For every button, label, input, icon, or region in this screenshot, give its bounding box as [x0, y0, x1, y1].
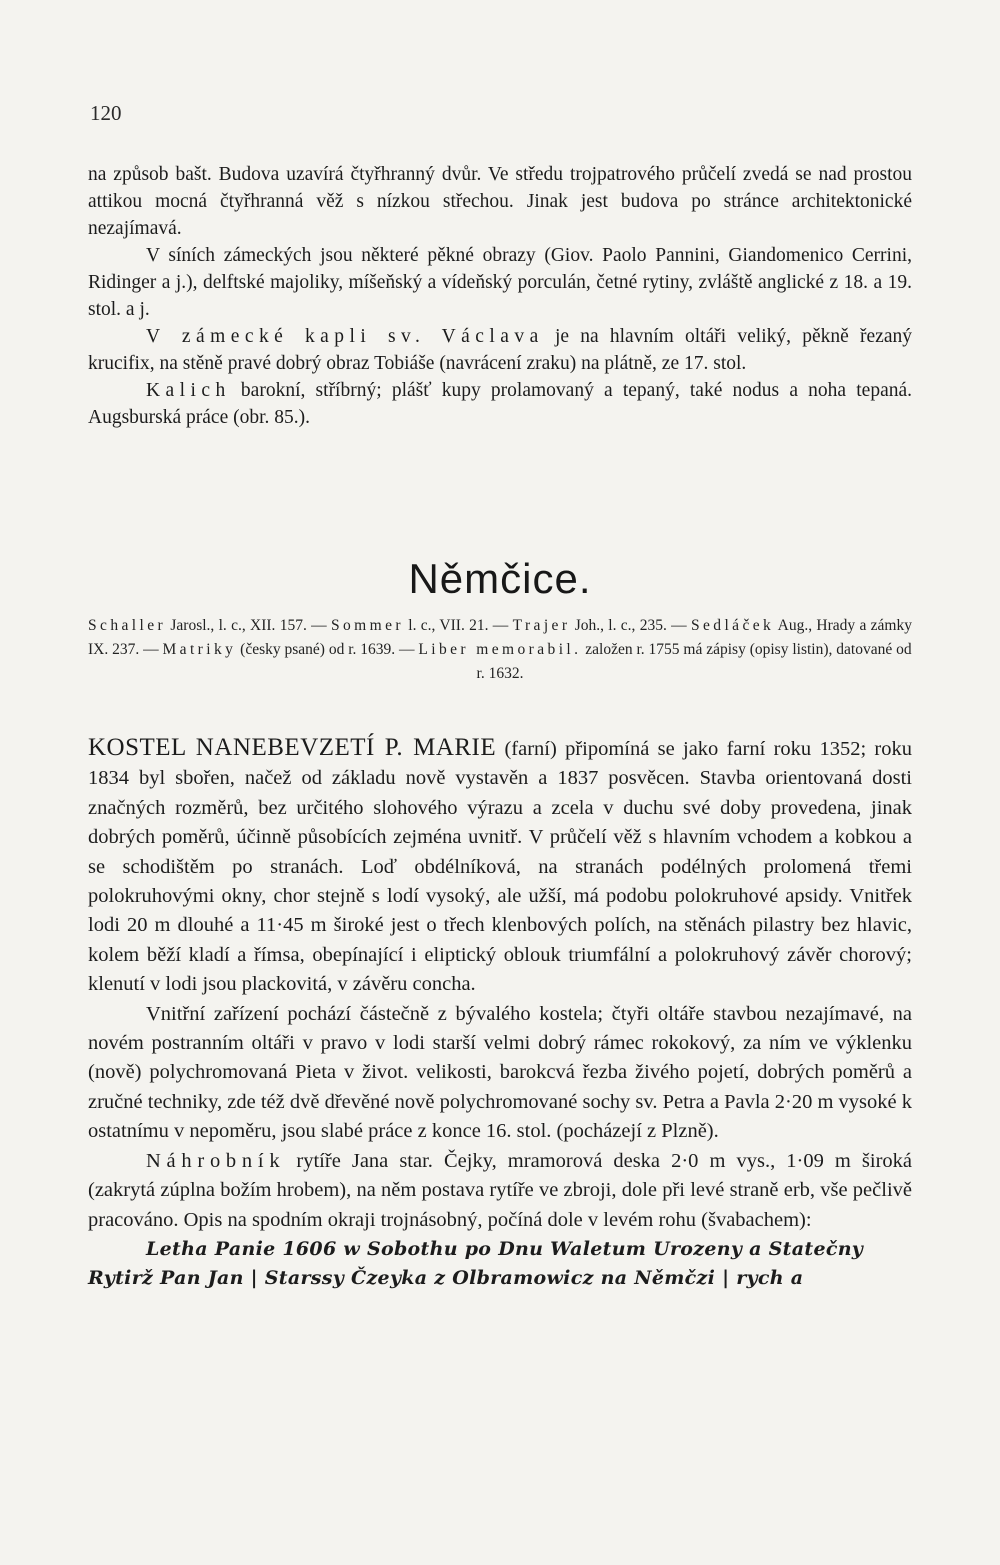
paragraph-text: je na hlavním oltáři veliký, pěkně řezaný krucifix, na stěně pravé dobrý obraz Tobiáše (navrácení zraku) na plátně, ze 17. stol.: [88, 326, 912, 374]
paragraph-text: (farní) připomíná se jako farní roku 1352; roku 1834 byl sbořen, načež od základu nově vystavěn a 1837 posvěcen. Stavba orientovaná dosti značných rozměrů, bez určitého slohového výrazu a zcela v duchu své doby provedena, jinak dobrých poměrů, účinně působících zejména uvnitř. V průčelí věž s hlavním vchodem a kobkou a se schodištěm po stranách. Loď obdélníková, na stranách podélných prolomená třemi polokruhovými okny, chor stejně s lodí vysoký, ale užší, má podobu polokruhové apsidy. Vnitřek lodi 20 m dlouhé a 11·45 m široké jest o třech klenbových polích, na stěnách pilastry bez hlavic, kolem běží kladí a římsa, obepínající i eliptický oblouk triumfální a polokruhový závěr chorový; klenutí v lodi jsou plackovitá, v závěru concha.: [88, 738, 913, 996]
intro-paragraph: na způsob bašt. Budova uzavírá čtyřhranný dvůr. Ve středu trojpatrového průčelí zvedá se nad prostou attikou mocná čtyřhranná věž s nízkou střechou. Jinak jest budova po stránce architektonické nezajímavá.: [88, 164, 912, 239]
intro-paragraph: [88, 377, 912, 431]
church-paragraph: Vnitřní zařízení pochází částečně z bývalého kostela; čtyři oltáře stavbou nezajímavé, na novém postranním oltáři v pravo v lodi starší velmi dobrý rámec rokokový, za ním ve výklenku (nově) polychromovaná Pieta v život. velikosti, barokcvá řezba živého pojetí, dobrých poměrů a zručné techniky, zde též dvě dřevěné nově polychromované sochy sv. Petra a Pavla 2·20 m vysoké k ostatnímu v nepoměru, jsou slabé práce z konce 16. stol. (pocházejí z Plzně).: [88, 1002, 912, 1143]
intro-paragraph: V síních zámeckých jsou některé pěkné obrazy (Giov. Paolo Pannini, Giandomenico Cerrini, Ridinger a j.), delftské majoliky, míšeňský a vídeňský porculán, četné rytiny, zvláště anglické z 18. a 19. stol. a j.: [88, 245, 912, 320]
ref-text: l. c., VII. 21. —: [403, 617, 513, 634]
spaced-term: Náhrobník: [146, 1149, 286, 1172]
ref-text: Aug., Hrady a zámky IX. 237. —: [88, 617, 912, 658]
intro-section: [88, 161, 912, 431]
inscription-line: Letha Panie 1606 w Sobothu po Dnu Waletum Urozeny a Statečny: [146, 1237, 864, 1260]
inscription-line: Rytirž Pan Jan | Starssy Čzeyka z Olbramowicz na Němčzi | rych a: [88, 1267, 804, 1290]
ref-author: Matriky: [162, 641, 237, 658]
section-title: Němčice.: [408, 555, 592, 602]
ref-text: Joh., l. c., 235. —: [570, 617, 691, 634]
church-section: [88, 733, 912, 1294]
ref-author: Liber memorabil.: [418, 641, 582, 658]
church-paragraph: [88, 733, 912, 1000]
page-number: 120: [90, 101, 122, 125]
references: [88, 614, 912, 686]
ref-text: (česky psané) od r. 1639. —: [236, 641, 419, 658]
ref-author: Schaller: [88, 617, 167, 634]
reference-last-line: r. 1632.: [476, 665, 524, 682]
spaced-term: Kalich: [146, 380, 231, 401]
ref-text: založen r. 1755 má zápisy (opisy listin), datované od: [581, 641, 912, 658]
spaced-term: V zámecké kapli sv. Václava: [146, 326, 544, 347]
reference-list: [88, 614, 912, 662]
paragraph-text: barokní, stříbrný; plášť kupy prolamovaný a tepaný, také nodus a noha tepaná. Augsburská práce (obr. 85.).: [88, 380, 912, 428]
ref-author: Sommer: [330, 617, 404, 634]
ref-author: Trajer: [512, 617, 571, 634]
paragraph-text: rytíře Jana star. Čejky, mramorová deska 2·0 m vys., 1·09 m široká (zakrytá zúplna božím hrobem), na něm postava rytíře ve zbroji, dole při levé straně erb, vše pečlivě pracováno. Opis na spodním okraji trojnásobný, počíná dole v levém rohu (švabachem):: [88, 1149, 912, 1231]
church-heading: KOSTEL NANEBEVZETÍ P. MARIE: [88, 734, 497, 761]
intro-paragraph: [88, 323, 912, 377]
ref-author: Sedláček: [690, 617, 775, 634]
church-paragraph: [88, 1147, 912, 1235]
ref-text: Jarosl., l. c., XII. 157. —: [166, 617, 331, 634]
